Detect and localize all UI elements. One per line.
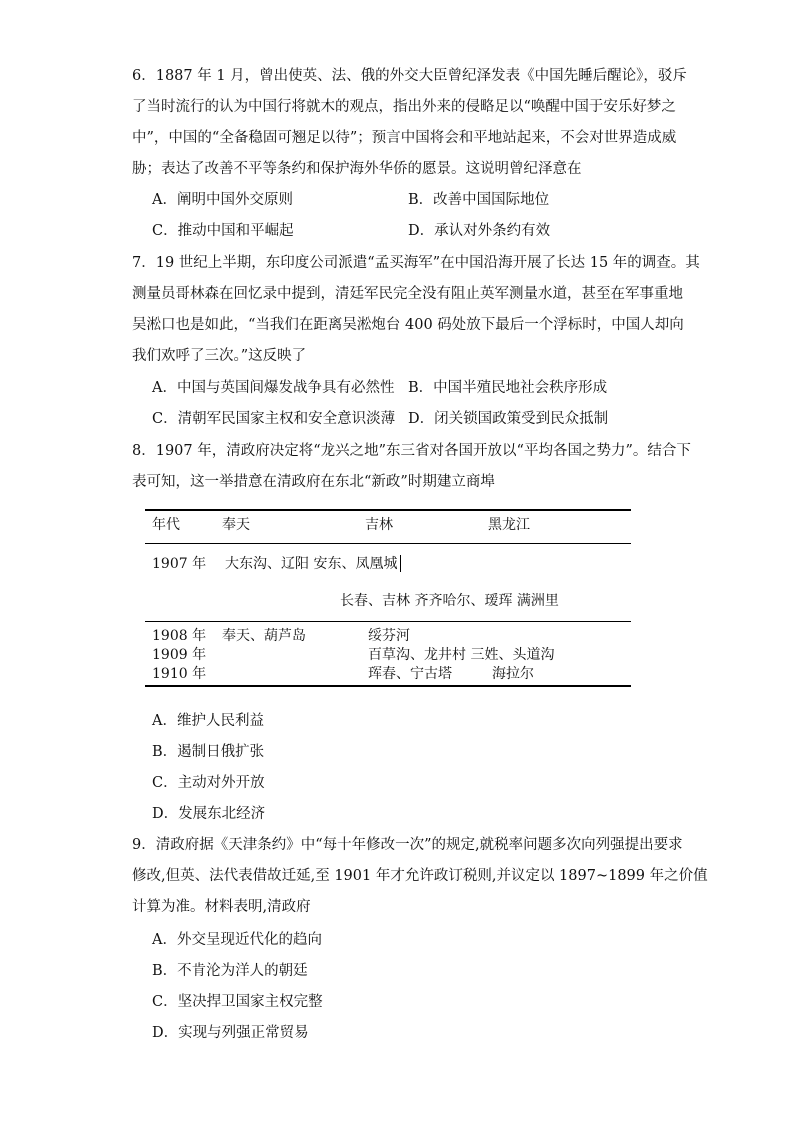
question-6-option-a[interactable]: A．阐明中国外交原则 [152,192,293,208]
table-year-1910: 1910 年 [152,666,207,682]
question-8-option-b[interactable]: B．遏制日俄扩张 [152,744,265,760]
question-6-line-2: 了当时流行的认为中国行将就木的观点，指出外来的侵略足以“唤醒中国于安乐好梦之 [132,99,676,115]
table-1907-fengtian-ports: 大东沟、辽阳 安东、凤凰城 [225,556,398,572]
question-7-option-c[interactable]: C．清朝军民国家主权和安全意识淡薄 [152,411,396,427]
question-9-line-1: 9．清政府据《天津条约》中“每十年修改一次”的规定,就税率问题多次向列强提出要求 [132,837,683,853]
question-9-line-2: 修改,但英、法代表借故迁延,至 1901 年才允许政订税则,并议定以 1897~1899 年之价值 [132,868,708,884]
question-8-option-c[interactable]: C．主动对外开放 [152,775,265,791]
table-1907-jilin-heilongjiang-ports: 长春、吉林 齐齐哈尔、瑷珲 满洲里 [340,593,559,609]
question-7-line-2: 测量员哥林森在回忆录中提到，清廷军民完全没有阻止英军测量水道，甚至在军事重地 [132,286,683,302]
table-year-1907: 1907 年 [152,556,207,572]
table-1909-ports: 百草沟、龙井村 三姓、头道沟 [368,647,555,663]
question-7-option-a[interactable]: A．中国与英国间爆发战争具有必然性 [152,380,395,396]
question-8-line-1: 8．1907 年，清政府决定将“龙兴之地”东三省对各国开放以“平均各国之势力”。结合下 [132,443,691,459]
question-6-line-4: 胁；表达了改善不平等条约和保护海外华侨的愿景。这说明曾纪泽意在 [132,161,582,177]
table-bottom-rule [145,685,631,687]
question-6-line-3: 中”，中国的“全备稳固可翘足以待”；预言中国将会和平地站起来，不会对世界造成威 [132,130,677,146]
question-6-option-c[interactable]: C．推动中国和平崛起 [152,223,294,239]
table-header-jilin: 吉林 [365,517,393,533]
table-1908-jilin-ports: 绥芬河 [368,628,410,644]
table-year-1908: 1908 年 [152,628,207,644]
table-header-heilongjiang: 黑龙江 [488,517,530,533]
question-8-option-d[interactable]: D．发展东北经济 [152,806,266,822]
question-9-option-c[interactable]: C．坚决捍卫国家主权完整 [152,994,323,1010]
question-9-line-3: 计算为准。材料表明,清政府 [132,899,311,915]
question-9-option-a[interactable]: A．外交呈现近代化的趋向 [152,932,322,948]
text-cursor [400,555,401,572]
question-7-option-d[interactable]: D．闭关锁国政策受到民众抵制 [408,411,609,427]
question-7-line-3: 吴淞口也是如此，“当我们在距离吴淞炮台 400 码处放下最后一个浮标时，中国人却向 [132,317,684,333]
table-mid-rule [145,621,631,622]
question-6-line-1: 6．1887 年 1 月，曾出使英、法、俄的外交大臣曾纪泽发表《中国先睡后醒论》，驳斥 [132,68,687,84]
table-header-rule [145,543,631,544]
question-9-option-b[interactable]: B．不肯沦为洋人的朝廷 [152,963,308,979]
question-6-option-d[interactable]: D．承认对外条约有效 [408,223,551,239]
table-1910-jilin-ports: 珲春、宁古塔 [368,666,452,682]
table-1908-fengtian-ports: 奉天、葫芦岛 [222,628,306,644]
question-7-line-4: 我们欢呼了三次。”这反映了 [132,348,307,364]
question-7-line-1: 7．19 世纪上半期，东印度公司派遣“孟买海军”在中国沿海开展了长达 15 年的调查。其 [132,255,700,271]
question-8-line-2: 表可知，这一举措意在清政府在东北“新政”时期建立商埠 [132,474,495,490]
table-1910-heilongjiang-ports: 海拉尔 [492,666,534,682]
question-9-option-d[interactable]: D．实现与列强正常贸易 [152,1025,309,1041]
table-top-rule [145,509,631,511]
table-header-fengtian: 奉天 [222,517,250,533]
table-header-era: 年代 [152,517,180,533]
question-7-option-b[interactable]: B．中国半殖民地社会秩序形成 [408,380,608,396]
table-year-1909: 1909 年 [152,647,207,663]
question-6-option-b[interactable]: B．改善中国国际地位 [408,192,550,208]
question-8-option-a[interactable]: A．维护人民利益 [152,713,264,729]
